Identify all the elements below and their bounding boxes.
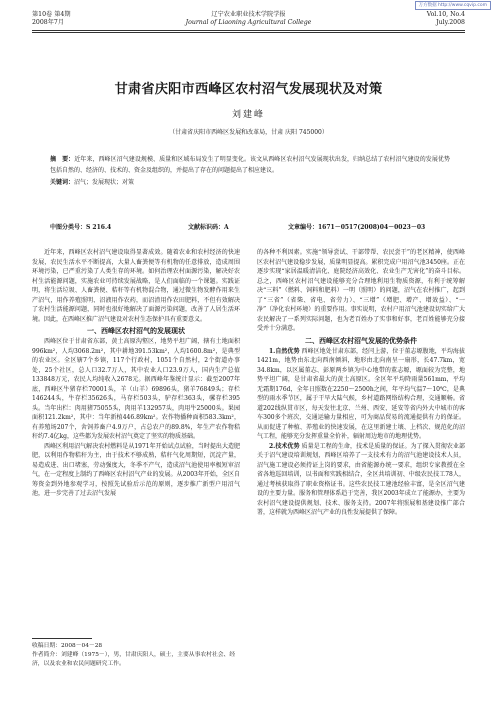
footnote — [32, 642, 240, 669]
journal-title-en: Journal of Liaoning Agricultural College — [185, 19, 312, 26]
journal-title-cn: 辽宁农业职业技术学院学报 — [211, 11, 286, 18]
article-number: 文章编号：1671－0517(2008)04－0023－03 — [288, 224, 426, 231]
issue-date-en: July.2008 — [436, 19, 465, 26]
received-date: 收稿日期：2008－04－28 — [32, 643, 103, 649]
keywords-label: 关键词： — [50, 179, 75, 186]
intro-paragraph: 近年来，西峰区农村沼气建设取得显著成效。随着农业和农村经济的快速发展，农民生活水平不断提高，大量人畜粪便等有机物的任意排放，造成周围环境污染，已严重污染了人类生存的环境。如何治理农村面源污染，解决好农村生活能源问题，实施农业可持续发展战略，是人们面临的一个课题。实践证明，将生活垃圾、人畜粪便、秸秆等有机物混合物，通过微生物发酵作用来生产沼气，用作养殖照明、沼液用作农药，而沼渣用作农田肥料，不但有效解决了农村生活能源问题，同时也很好地解决了面源污染问题，改善了人居生活环境。因此，在西峰区推广沼气建设对农村生态保护具有重要意义。 — [32, 249, 240, 323]
natural-advantage-label: 1.自然优势 — [269, 347, 300, 355]
watermark-stamp: 万方数据 http://www.cqvip.com — [415, 1, 491, 10]
section-2-heading: 二、西峰区农村沼气发展的优势条件 — [305, 335, 417, 345]
right-column — [257, 248, 465, 518]
footnote-rule — [32, 638, 92, 639]
continued-paragraph: 的各种不利因素。实施“领导尝试、干部带帮、农民尝干”的老区精神，使西峰区农村沼气建设稳步发展，质量明显提高。累积完成户用沼气池3450座。正在逐步实现“家居温暖清洁化、庭院经济高效化、农业生产无害化”的奋斗目标。总之，西峰区农村沼气建设能够充分合理地利用生物质资源，有利于统筹解决“三料”（燃料、饲料和肥料）一明（照明）的问题，沼气在农村推广，起到了“三省”（省柴、省电、省劳力）、“三增”（增肥、增产、增效益）、“一净”（净化农村环境）的重要作用。事实说明，农村户用沼气池建设切实给广大农民解决了一系列实际问题，也为老百姓办了实事和好事，老百姓能够充分接受并十分满意。 — [257, 249, 465, 332]
section-1-paragraph-2: 西峰区利用沼气解决农村燃料是从1971年开始试点试验，当时提出大造肥肥，以利用作物秸秆为主，由于技术不够成熟，秸秆气化周期短，沉淀产量，易造成进、出口堵塞，劳动强度大，冬季不产气，造成沼气池使用率极短审沼气，在一定程度上制约了西峰区农村沼气产业的发展。从2003年开始，全区自筹资金到外地参观学习，按照先试验后示范的原则，逐步推广新型户用沼气池，进一步完善了过去沼气发展 — [32, 442, 240, 497]
volume-issue: 第10卷 第4期 — [32, 11, 71, 18]
issue-info-en — [427, 11, 465, 27]
tech-advantage-label: 2.技术优势 — [269, 442, 300, 450]
abstract-label: 摘 要： — [50, 156, 75, 163]
clc-number: 中图分类号：S 216.4 — [50, 224, 112, 231]
journal-name — [150, 11, 347, 27]
author-name: 刘建峰 — [231, 110, 265, 120]
volume-issue-en: Vol.10, No.4 — [426, 11, 465, 18]
author-bio: 作者简介：刘建峰（1975－），男，甘肃庆阳人，硕士，主要从事农村社会、经济，以及农业和农民问题研究工作。 — [32, 652, 236, 667]
section-1-heading: 一、西峰区农村沼气的发展现状 — [87, 326, 185, 335]
header-rule — [32, 30, 465, 31]
header-rule-thin — [32, 32, 465, 33]
section-1-paragraph-1: 西峰区位于甘肃省东部，黄土高原沟壑区，地势平坦广阔，辖有土地面积996km²，人均3068.2m²，其中耕地391.53km²，人均1600.8m²，是典型的农业区。全区辖7个乡镇，117个行政村，1051个自然村，2个街道办事处，25个社区，总人口32.7万人，其中农业人口23.9万人，国内生产总值133848万元，农民人均纯收入2678元。据西峰年鉴统计显示：截至2007年底，西峰区牛猪存栏70001头，羊（山羊）69896头，猪羊76849头；存栏146244头，牛存栏35626头，马存栏503头，驴存栏363头，骡存栏395头。当年出栏：肉用猪75055头，肉用羊132957头，肉用牛25000头。果园面积121.2km²，其中：当年新植446.89km²。农作物播种面积583.3km²，有养殖场207个，舍饲养畜户4.9万户，占总农户的89.8%，年生产农作物秸秆约7.4亿kg，这些都为发展农村沼气奠定了坚实的物质基础。 — [32, 338, 240, 440]
document-code: 文献标识码：A — [188, 224, 229, 231]
issue-date: 2008年7月 — [32, 19, 65, 26]
natural-advantage-text: 西峰区地处甘肃东部，经闫上游，位于董志塬腹地，平均海拔1421m，地势由东北向西南倾斜，地形由北向南呈一扇形，长47.7km，宽34.8km，以区属董志、彭原两乡镇为中心地带的董志塬，塬面较为完整，地势平坦广阔，是甘肃省最大的黄土高原区。全区年平均降雨量561mm，平均无霜期176d，全年日照数在2250～2500h之间，年平均气温7～10℃，是典型的雨水季节区，属于干旱大陆气候，乡村道路网络结构合理，交通顺畅。省道202线纵贯市区，每天发往北京、兰州、西安、延安等省内外大中城市的客车300多个班次，交通运输力量相应，可为商品贸易的流通提供有力的保证。从而促进了种植、养殖业的快速发展，在这里新建土壤、上档次、规范化的沼气工程，能够充分发挥重量全价补，辐射周边地市的地理优势。 — [257, 347, 465, 440]
left-column — [32, 248, 240, 499]
author-affiliation: （甘肃省庆阳市西峰区发展和改革局，甘肃 庆阳 745000） — [169, 129, 328, 136]
abstract-text: 近年来，西峰区沼气建设规模、质量和区域布局发生了明显变化。该文从西峰区农村沼气发展现状出发，归纳总结了农村沼气建设的发展优势包括自然的、经济的、技术的、资金及组织的，并提出了存在的问题提出了相应建议。 — [50, 156, 450, 174]
issue-info — [32, 11, 71, 27]
article-title: 甘肃省庆阳市西峰区农村沼气发展现状及对策 — [114, 82, 383, 97]
abstract-block — [50, 154, 450, 188]
tech-advantage-text: 质量是工程的生命，技术是质量的保证。为了探入贯彻农业部关于沼气建设培训规划，西峰区培养了一支技术有力的沼气池建设技术人员，沼气施工建设必须持证上岗的要求，由省能源办统一要求，组织专家教授在全省各地巡回培训，以书面和实践相结合，全区共培训初、中级农民技工78人，通过考核获取得了职业资格证书。这些农民技工建池经验丰富，是全区沼气建设的主要力量。服务和管理体系趋于完善，我区2003年成立了能源办，主要为农村沼气建设提供规划、技术、服务支持。2007年将照展和基建设推广部合署，这样就为西峰区沼气产业的良性发展提供了保障。 — [257, 442, 465, 516]
keywords-text: 沼气；发展现状；对策 — [74, 179, 135, 186]
